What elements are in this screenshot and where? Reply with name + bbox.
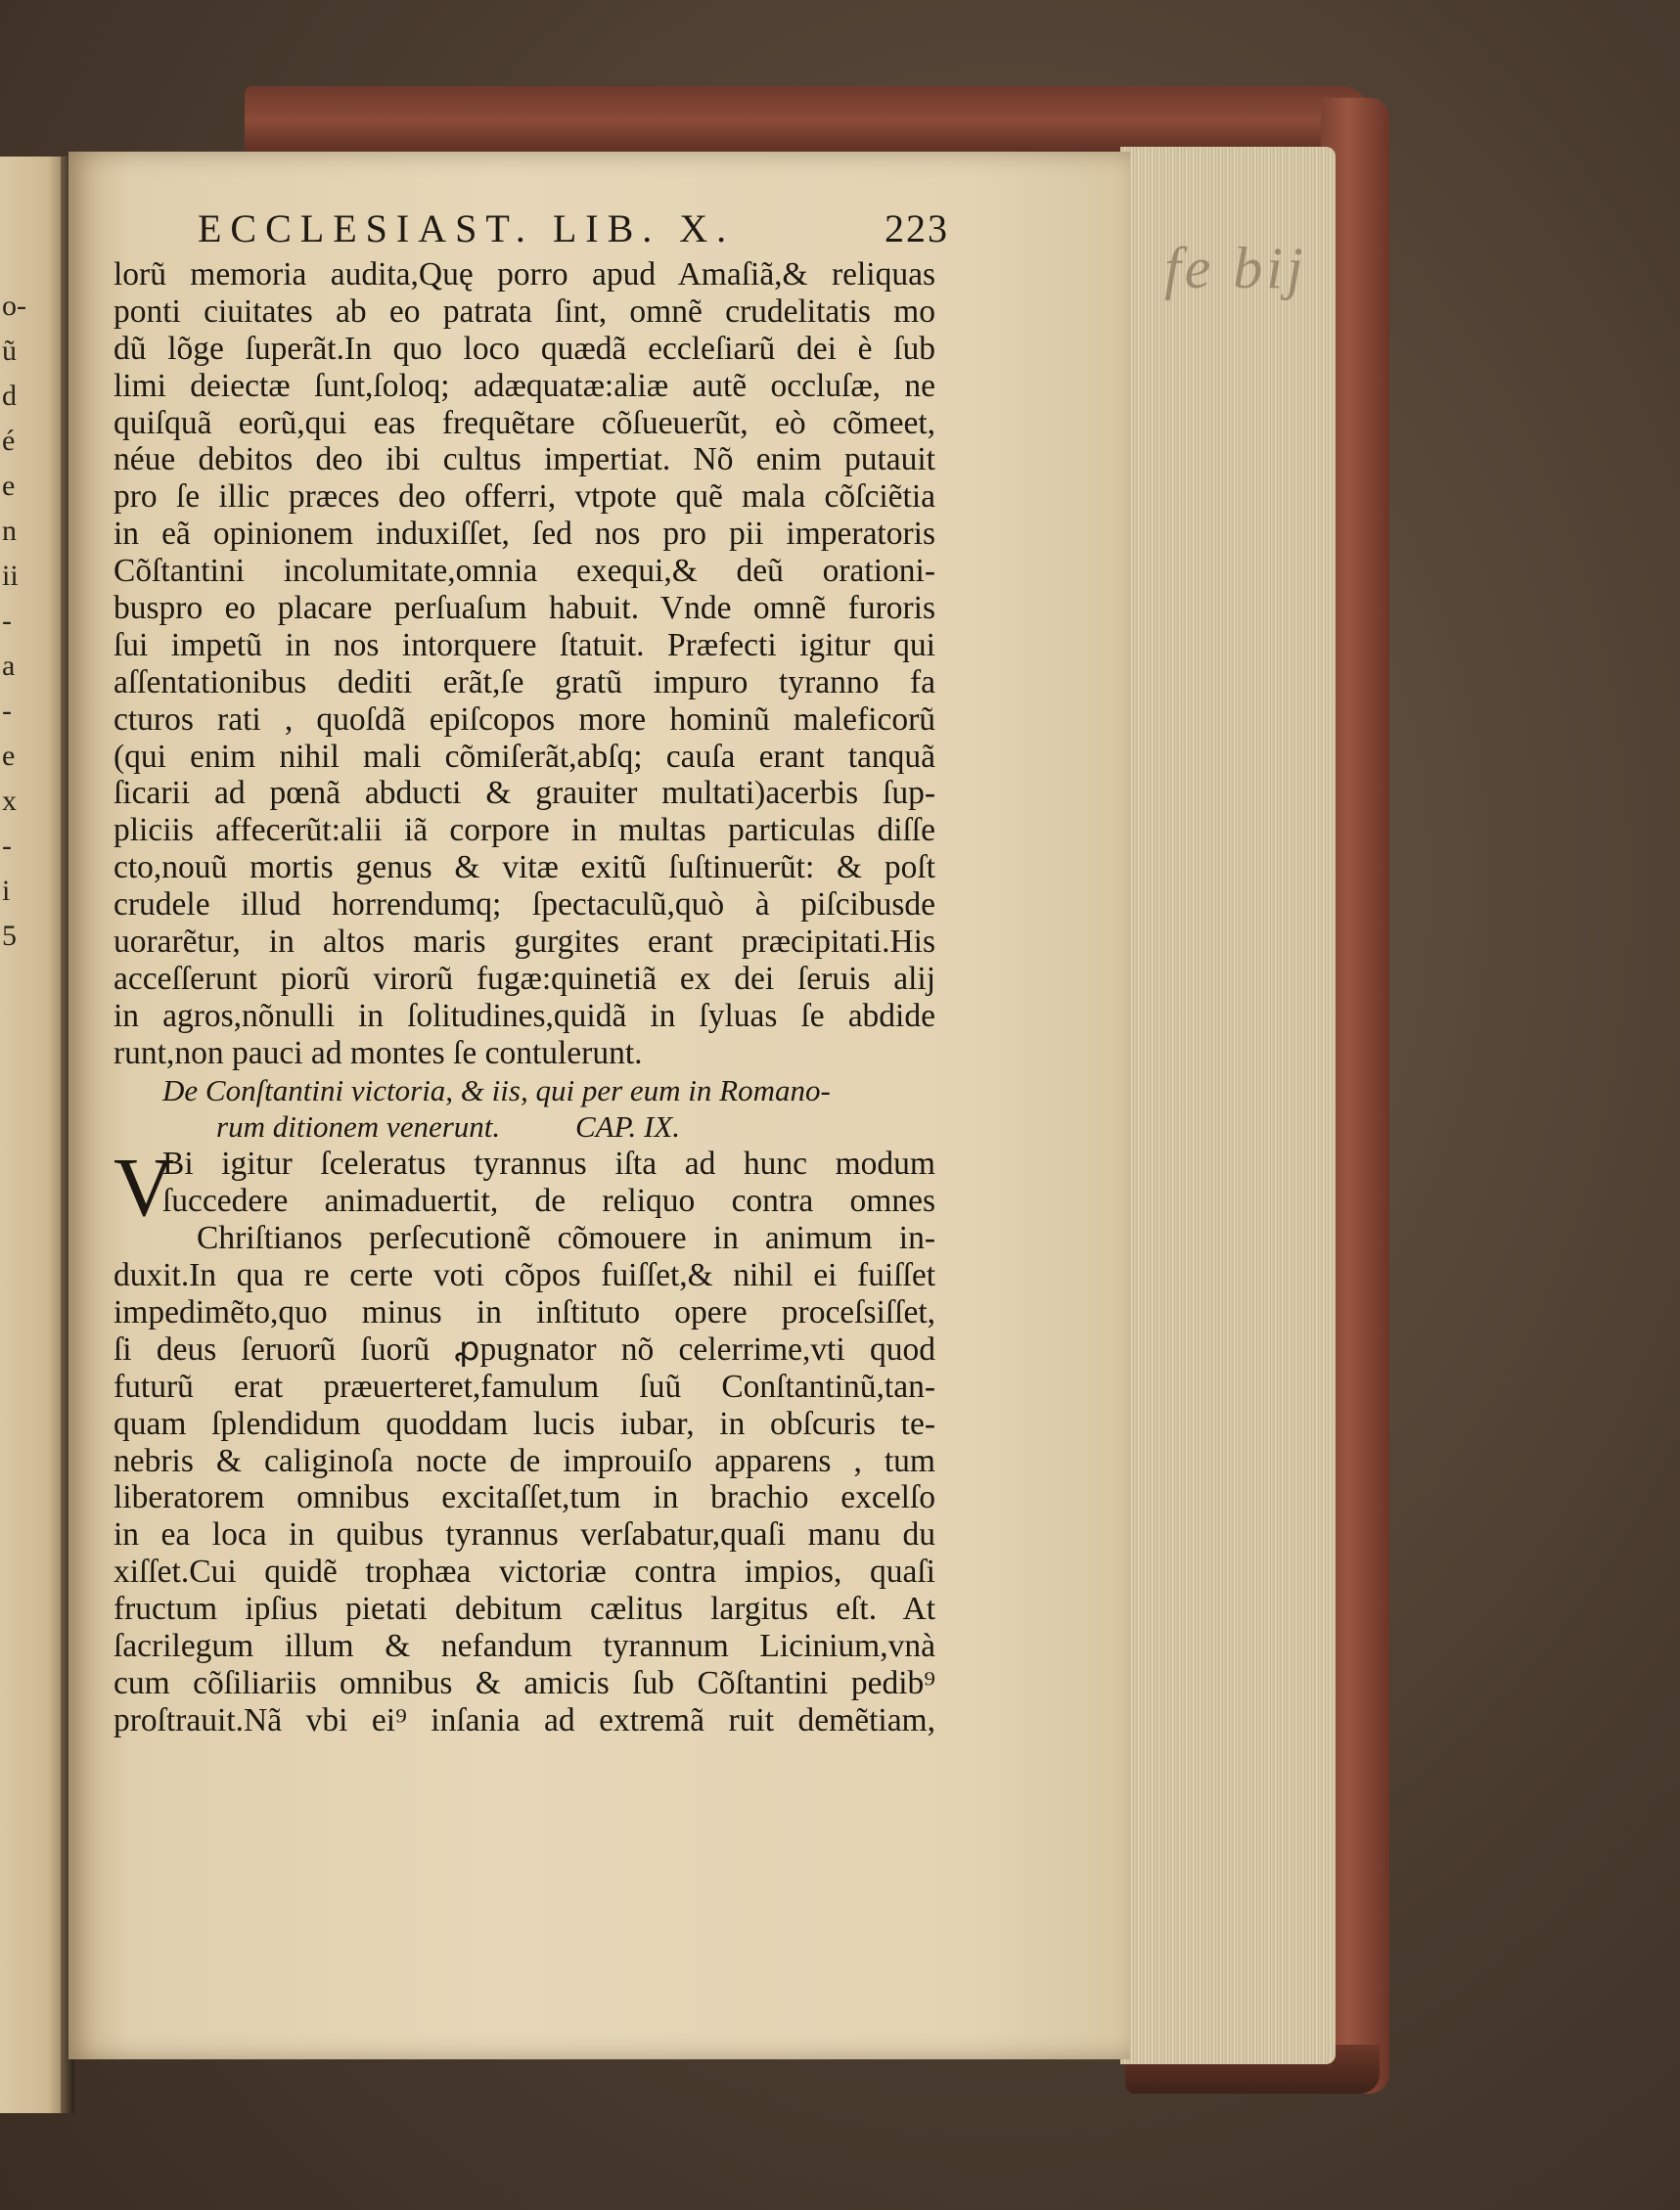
text-line: duxit.In qua re certe voti cõpos fuiſſet,& nihil ei fuiſſet	[114, 1257, 935, 1294]
left-fragment: x	[2, 785, 17, 817]
text-line: (qui enim nihil mali cõmiſerãt,abſq; cauſa erant tanquã	[114, 738, 935, 775]
text-line: buspro eo placare perſuaſum habuit. Vnde omnẽ furoris	[114, 590, 935, 627]
text-line: ſi deus ſeruorũ ſuorũ ꝓpugnator nõ celerrime,vti quod	[114, 1331, 935, 1368]
book-cover-top-edge	[245, 86, 1370, 155]
text-line: ſuccedere animaduertit, de reliquo contra omnes	[162, 1183, 935, 1220]
text-line: runt,non pauci ad montes ſe contulerunt.	[114, 1034, 643, 1071]
chapter-heading-line-1: De Conſtantini victoria, & iis, qui per eum in Romano-	[162, 1072, 831, 1107]
page-number: 223	[885, 206, 949, 250]
text-line: aſſentationibus dediti erãt,ſe gratũ impuro tyranno fa	[114, 663, 935, 700]
body-text	[114, 256, 935, 1739]
text-line: Cõſtantini incolumitate,omnia exequi,& deũ orationi-	[114, 553, 935, 590]
paragraph-2-wrap	[114, 1140, 935, 1738]
text-line: impedimẽto,quo minus in inſtituto opere proceſsiſſet,	[114, 1293, 935, 1331]
chapter-heading-line-2	[114, 1108, 935, 1146]
running-head	[127, 205, 949, 252]
text-line: futurũ erat præuerteret,famulum ſuũ Conſtantinũ,tan-	[114, 1368, 935, 1405]
left-fragment: o-	[2, 290, 26, 322]
text-line: limi deiectæ ſunt,ſoloq; adæquatæ:aliæ autẽ occluſæ, ne	[114, 367, 935, 404]
text-line: dũ lõge ſuperãt.In quo loco quædã eccleſiarũ dei è ſub	[114, 330, 935, 367]
left-fragment: -	[2, 605, 12, 637]
text-line: uorarẽtur, in altos maris gurgites erant præcipitati.His	[114, 924, 935, 961]
chapter-number: CAP. IX.	[575, 1109, 681, 1145]
text-line: ponti ciuitates ab eo patrata ſint, omnẽ crudelitatis mo	[114, 293, 935, 330]
paragraph-1	[114, 256, 935, 1072]
text-line: Chriſtianos perſecutionẽ cõmouere in animum in-	[197, 1220, 935, 1257]
paragraph-2	[114, 1140, 935, 1738]
text-line: néue debitos deo ibi cultus impertiat. Nõ enim putauit	[114, 441, 935, 478]
left-fragment: -	[2, 830, 12, 862]
text-line: ſui impetũ in nos intorquere ſtatuit. Præfecti igitur qui	[114, 626, 935, 663]
text-line: liberatorem omnibus excitaſſet,tum in brachio excelſo	[114, 1479, 935, 1516]
text-line: in eã opinionem induxiſſet, ſed nos pro pii imperatoris	[114, 516, 935, 553]
text-line: quam ſplendidum quoddam lucis iubar, in obſcuris te-	[114, 1405, 935, 1442]
text-line: in agros,nõnulli in ſolitudines,quidã in ſyluas ſe abdide	[114, 997, 935, 1034]
text-line: fructum ipſius pietati debitum cælitus largitus eſt. At	[114, 1591, 935, 1628]
left-fragment: 5	[2, 920, 17, 952]
left-fragment: é	[2, 425, 16, 457]
text-line: pliciis affecerũt:alii iã corpore in multas particulas diſſe	[114, 812, 935, 849]
page-block-edges	[1120, 147, 1336, 2064]
left-fragment: -	[2, 695, 12, 727]
text-line: Bi igitur ſceleratus tyrannus iſta ad hunc modum	[162, 1146, 935, 1183]
left-fragment: ũ	[2, 335, 17, 367]
text-line: xiſſet.Cui quidẽ trophæa victoriæ contra impios, quaſi	[114, 1554, 935, 1591]
text-line: cto,nouũ mortis genus & vitæ exitũ ſuſtinuerũt: & poſt	[114, 849, 935, 886]
chapter-heading-text: rum ditionem venerunt.	[216, 1109, 501, 1145]
running-head-title: ECCLESIAST. LIB. X.	[198, 206, 736, 250]
text-line: proſtrauit.Nã vbi ei⁹ inſania ad extremã ruit demẽtiam,	[114, 1701, 935, 1738]
left-fragment: e	[2, 470, 16, 502]
text-line: acceſſerunt piorũ virorũ fugæ:quinetiã ex dei ſeruis alij	[114, 960, 935, 997]
text-line: in ea loca in quibus tyrannus verſabatur,quaſi manu du	[114, 1516, 935, 1554]
text-line: ſicarii ad pœnã abducti & grauiter multati)acerbis ſup-	[114, 775, 935, 812]
text-line: ſacrilegum illum & nefandum tyrannum Licinium,vnà	[114, 1627, 935, 1664]
left-fragment: d	[2, 380, 17, 412]
left-fragment: ii	[2, 560, 19, 592]
page-edge-mark: fe bij	[1164, 236, 1307, 300]
left-fragment: e	[2, 740, 16, 772]
left-fragment: n	[2, 515, 17, 547]
text-line: cum cõſiliariis omnibus & amicis ſub Cõſtantini pedib⁹	[114, 1664, 935, 1701]
left-page-fragments	[2, 284, 31, 959]
text-line: nebris & caliginoſa nocte de improuiſo apparens , tum	[114, 1442, 935, 1479]
text-line: pro ſe illic præces deo offerri, vtpote quẽ mala cõſciẽtia	[114, 478, 935, 516]
drop-cap-initial: V	[114, 1140, 175, 1235]
left-fragment: i	[2, 875, 11, 907]
text-line: quiſquã eorũ,qui eas frequẽtare cõſueuerũt, eò cõmeet,	[114, 404, 935, 441]
text-line: lorũ memoria audita,Quę porro apud Amaſiã,& reliquas	[114, 256, 935, 293]
text-line: crudele illud horrendumq; ſpectaculũ,quò à piſcibusde	[114, 886, 935, 924]
text-line: cturos rati , quoſdã epiſcopos more hominũ maleficorũ	[114, 700, 935, 738]
left-fragment: a	[2, 650, 16, 682]
